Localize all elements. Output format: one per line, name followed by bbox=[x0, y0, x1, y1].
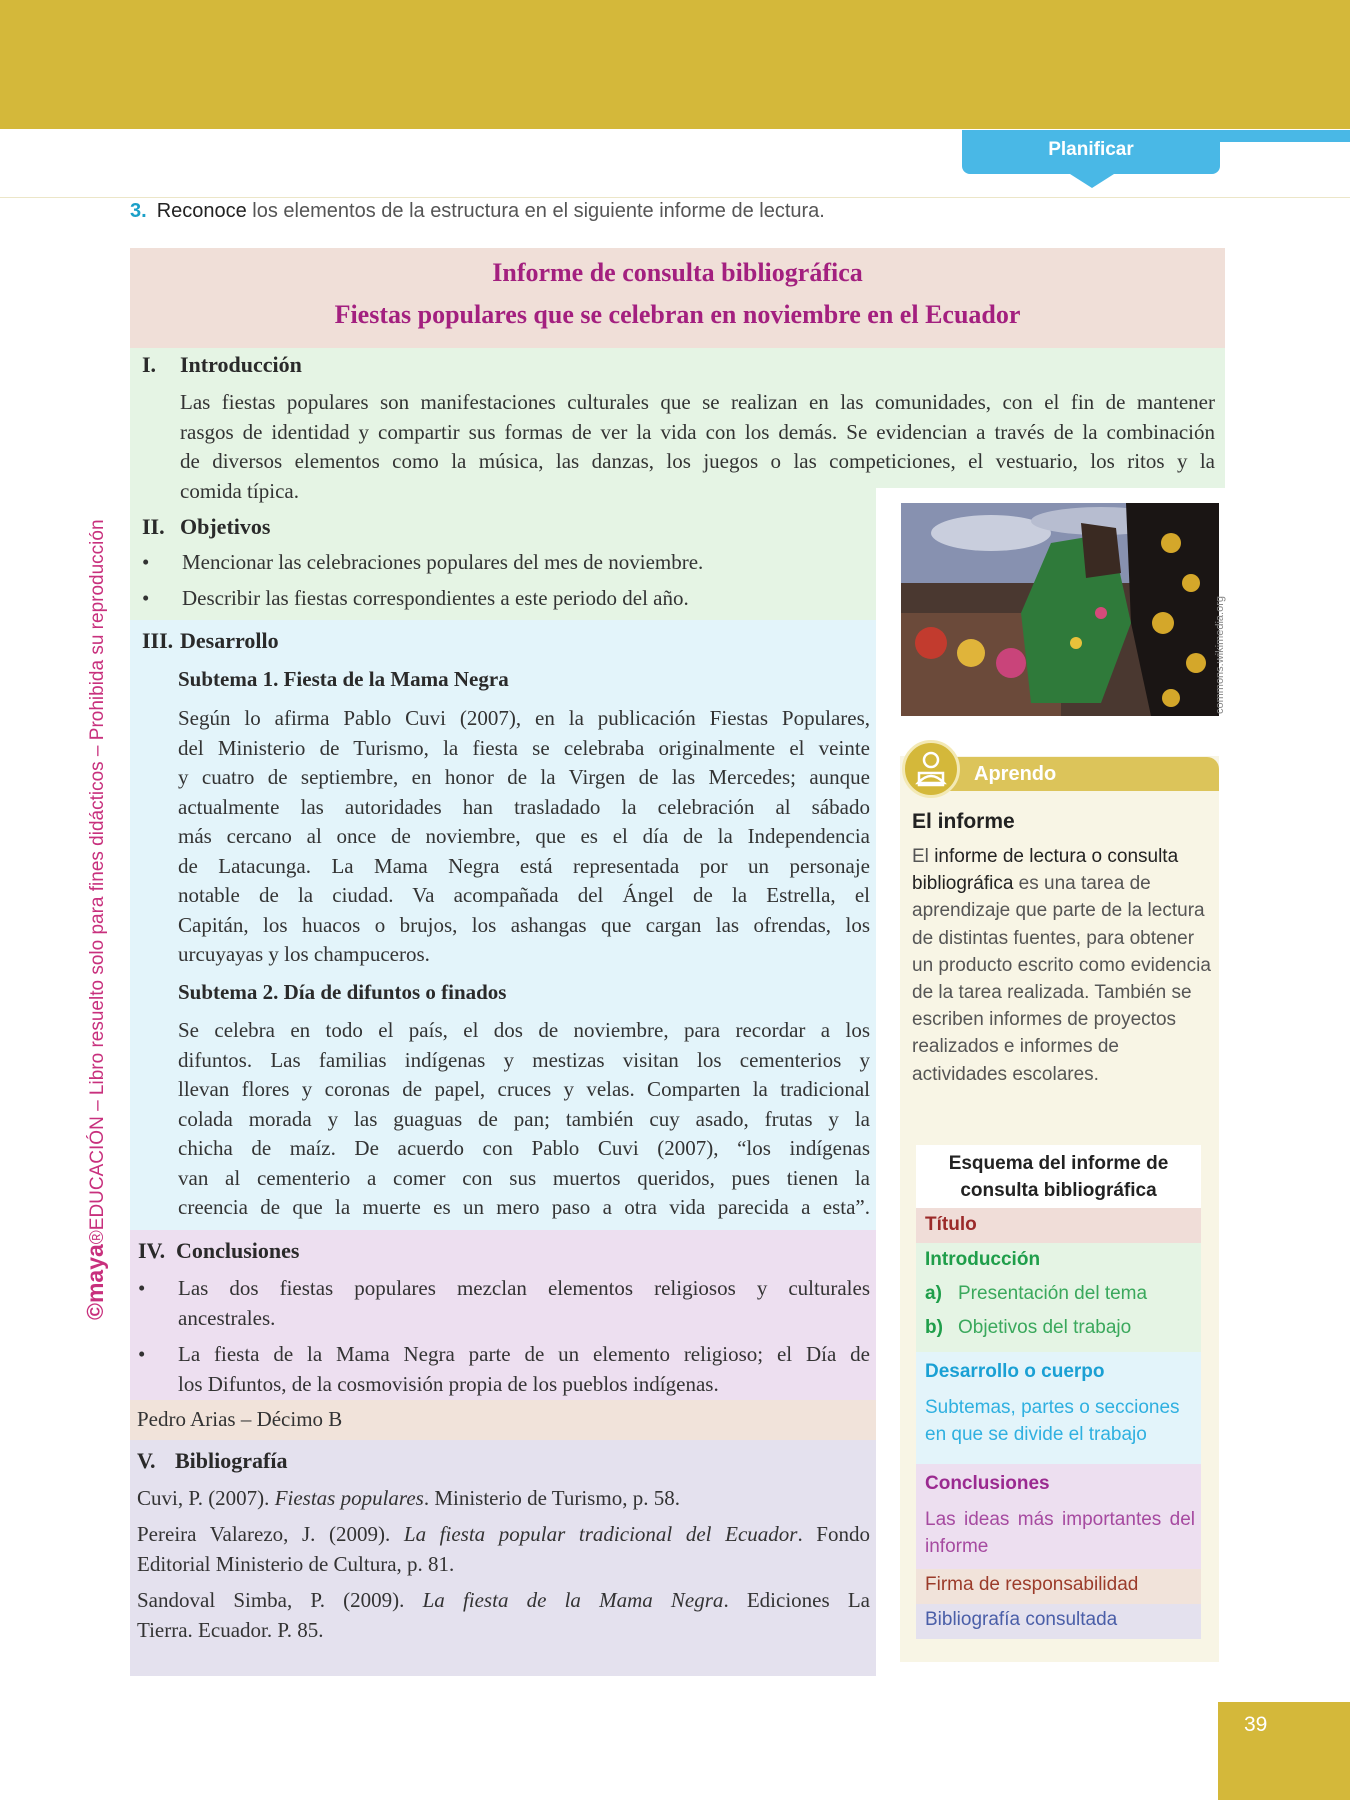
intro-line: Las fiestas populares son manifestaciones culturales que se realizan en las comunidades, con el fin de mantener bbox=[180, 390, 1215, 414]
bullet-icon: • bbox=[142, 586, 150, 610]
text-line: van al cementerio a comer con sus muertos queridos, pues tienen la bbox=[178, 1165, 870, 1190]
schema-conc-desc: Las ideas más importantes del informe bbox=[925, 1509, 1195, 1557]
aprendo-text-part: es una tarea de aprendizaje que parte de la lectura de distintas fuentes, para obtener un producto escrito como evidencia de la tarea realizada. También se escriben informes de proyectos realizados e informes de actividades escolares. bbox=[912, 873, 1211, 1085]
bullet-icon: • bbox=[138, 1342, 146, 1366]
exercise-instruction bbox=[130, 200, 825, 223]
photo-credit: commons.wikimedia.org bbox=[1214, 596, 1226, 714]
text-line: Capitán, los huacos o brujos, los ashangas que cargan las ofrendas, los bbox=[178, 912, 870, 937]
copyright-side-text bbox=[80, 480, 110, 1320]
conclusions-numeral: IV. bbox=[138, 1238, 166, 1263]
aprendo-text bbox=[912, 843, 1212, 1088]
text-line: Se celebra en todo el país, el dos de noviembre, para recordar a los bbox=[178, 1018, 870, 1042]
schema-heading: Esquema del informe de consulta bibliográfica bbox=[916, 1145, 1201, 1208]
aprendo-text-part: El bbox=[912, 846, 935, 867]
signature: Pedro Arias – Décimo B bbox=[137, 1407, 343, 1431]
exercise-number: 3. bbox=[130, 200, 147, 222]
objectives-numeral: II. bbox=[142, 514, 165, 539]
schema-conc-label: Conclusiones bbox=[925, 1473, 1050, 1494]
intro-heading: Introducción bbox=[180, 352, 302, 377]
aprendo-header: Aprendo bbox=[930, 757, 1219, 791]
development-heading: Desarrollo bbox=[180, 628, 279, 653]
subtopic-2-paragraph bbox=[178, 1016, 870, 1223]
intro-line: rasgos de identidad y compartir sus formas de ver la vida con los demás. Se evidencian a través de la combinación bbox=[180, 419, 1215, 444]
entry-publisher: . Ministerio de Turismo, p. 58. bbox=[423, 1486, 680, 1510]
schema-intro-row bbox=[916, 1243, 1201, 1352]
entry-author: Pereira Valarezo, J. (2009). bbox=[137, 1522, 404, 1546]
text-line: del Ministerio de Turismo, la fiesta se celebraba originalmente el veinte bbox=[178, 735, 870, 760]
aprendo-key-term: informe de lectura o consulta bibliográfica bbox=[912, 846, 1179, 895]
entry-publisher: Editorial Ministerio de Cultura, p. 81. bbox=[137, 1551, 455, 1576]
schema-conclusions-row bbox=[916, 1464, 1201, 1569]
report-title: Informe de consulta bibliográfica bbox=[492, 258, 863, 287]
text-line: de Latacunga. La Mama Negra está representada por un personaje bbox=[178, 853, 870, 878]
development-numeral: III. bbox=[142, 628, 174, 653]
text-line: La fiesta de la Mama Negra parte de un elemento religioso; el Día de bbox=[178, 1342, 870, 1366]
text-line: colada morada y las guaguas de pan; también cuy asado, frutas y la bbox=[178, 1106, 870, 1131]
entry-publisher: Tierra. Ecuador. P. 85. bbox=[137, 1617, 324, 1642]
text-line: más cercano al once de noviembre, que es el día de la Independencia bbox=[178, 824, 870, 848]
entry-title: La fiesta popular tradicional del Ecuador bbox=[403, 1522, 798, 1546]
schema-intro-b: Objetivos del trabajo bbox=[958, 1317, 1132, 1338]
text-line: chicha de maíz. De acuerdo con Pablo Cuvi (2007), “los indígenas bbox=[178, 1136, 870, 1160]
entry-title: La fiesta de la Mama Negra bbox=[422, 1588, 724, 1612]
conclusion-item bbox=[178, 1274, 870, 1333]
schema-intro-a: Presentación del tema bbox=[958, 1283, 1148, 1304]
intro-paragraph bbox=[180, 388, 1215, 506]
text-line: ancestrales. bbox=[178, 1305, 276, 1330]
text-line: llevan flores y coronas de papel, cruces y velas. Comparten la tradicional bbox=[178, 1077, 870, 1101]
top-color-band bbox=[0, 0, 1350, 129]
schema-intro-b-letter: b) bbox=[925, 1317, 943, 1338]
festival-photo bbox=[901, 503, 1219, 716]
brand-logo-text: ©maya bbox=[82, 1244, 108, 1320]
text-line: y cuatro de septiembre, en honor de la Virgen de las Mercedes; aunque bbox=[178, 765, 870, 789]
entry-publisher: . Ediciones La bbox=[723, 1588, 870, 1612]
page-number: 39 bbox=[1218, 1702, 1350, 1800]
conclusion-item bbox=[178, 1340, 870, 1399]
entry-title: Fiestas populares bbox=[274, 1486, 424, 1510]
divider bbox=[0, 197, 1350, 198]
schema-signature-row: Firma de responsabilidad bbox=[916, 1569, 1201, 1604]
bibliography-heading: Bibliografía bbox=[175, 1448, 288, 1473]
text-line: notable de la ciudad. Va acompañada del Ángel de la Estrella, el bbox=[178, 883, 870, 907]
subtopic-2-title: Subtema 2. Día de difuntos o finados bbox=[178, 980, 507, 1004]
instruction-verb: Reconoce bbox=[156, 200, 247, 222]
text-line: los Difuntos, de la cosmovisión propia de los pueblos indígenas. bbox=[178, 1371, 719, 1396]
report-subtitle: Fiestas populares que se celebran en noviembre en el Ecuador bbox=[334, 300, 1021, 329]
schema-dev-label: Desarrollo o cuerpo bbox=[925, 1361, 1105, 1382]
intro-line: de diversos elementos como la música, las danzas, los juegos o las competiciones, el vestuario, los ritos y la bbox=[180, 449, 1215, 473]
intro-line: comida típica. bbox=[180, 478, 299, 503]
objective-item: Describir las fiestas correspondientes a este periodo del año. bbox=[182, 586, 689, 610]
intro-numeral: I. bbox=[142, 352, 157, 377]
objective-item: Mencionar las celebraciones populares del mes de noviembre. bbox=[182, 550, 704, 574]
reader-icon bbox=[902, 740, 960, 798]
subtopic-1-title: Subtema 1. Fiesta de la Mama Negra bbox=[178, 667, 509, 691]
bullet-icon: • bbox=[138, 1276, 146, 1300]
text-line: Las dos fiestas populares mezclan elementos religiosos y culturales bbox=[178, 1276, 870, 1300]
text-line: Según lo afirma Pablo Cuvi (2007), en la publicación Fiestas Populares, bbox=[178, 706, 870, 730]
schema-title-row: Título bbox=[916, 1208, 1201, 1243]
instruction-text: los elementos de la estructura en el siguiente informe de lectura. bbox=[246, 200, 825, 222]
planificar-tab: Planificar bbox=[962, 130, 1220, 174]
text-line: difuntos. Las familias indígenas y mestizas visitan los cementerios y bbox=[178, 1047, 870, 1072]
entry-publisher: . Fondo bbox=[797, 1522, 870, 1546]
bibliography-entry bbox=[137, 1520, 870, 1579]
aprendo-title: El informe bbox=[912, 810, 1015, 833]
text-line: actualmente las autoridades han trasladado la celebración al sábado bbox=[178, 794, 870, 819]
entry-author: Sandoval Simba, P. (2009). bbox=[137, 1588, 423, 1612]
text-line: creencia de que la muerte es un mero paso a otra vida parecida a esta”. bbox=[178, 1195, 870, 1219]
schema-intro-label: Introducción bbox=[925, 1249, 1041, 1270]
conclusions-heading: Conclusiones bbox=[176, 1238, 300, 1263]
schema-bibliography-row: Bibliografía consultada bbox=[916, 1604, 1201, 1639]
schema-development-row bbox=[916, 1352, 1201, 1464]
tab-notch bbox=[1070, 174, 1114, 188]
bibliography-entry bbox=[137, 1484, 870, 1514]
bullet-icon: • bbox=[142, 550, 150, 574]
bibliography-numeral: V. bbox=[137, 1448, 156, 1473]
schema-dev-desc: Subtemas, partes o secciones en que se divide el trabajo bbox=[925, 1397, 1180, 1445]
objectives-heading: Objetivos bbox=[180, 514, 271, 539]
bibliography-entry bbox=[137, 1586, 870, 1645]
festival-photo-illustration bbox=[901, 503, 1219, 716]
text-line: urcuyayas y los champuceros. bbox=[178, 942, 430, 966]
entry-author: Cuvi, P. (2007). bbox=[137, 1486, 275, 1510]
schema-intro-a-letter: a) bbox=[925, 1283, 942, 1304]
copyright-note: ®EDUCACIÓN – Libro resuelto solo para fines didácticos – Prohibida su reproducción bbox=[87, 519, 108, 1245]
subtopic-1-paragraph bbox=[178, 704, 870, 970]
report-title-block bbox=[130, 248, 1225, 348]
